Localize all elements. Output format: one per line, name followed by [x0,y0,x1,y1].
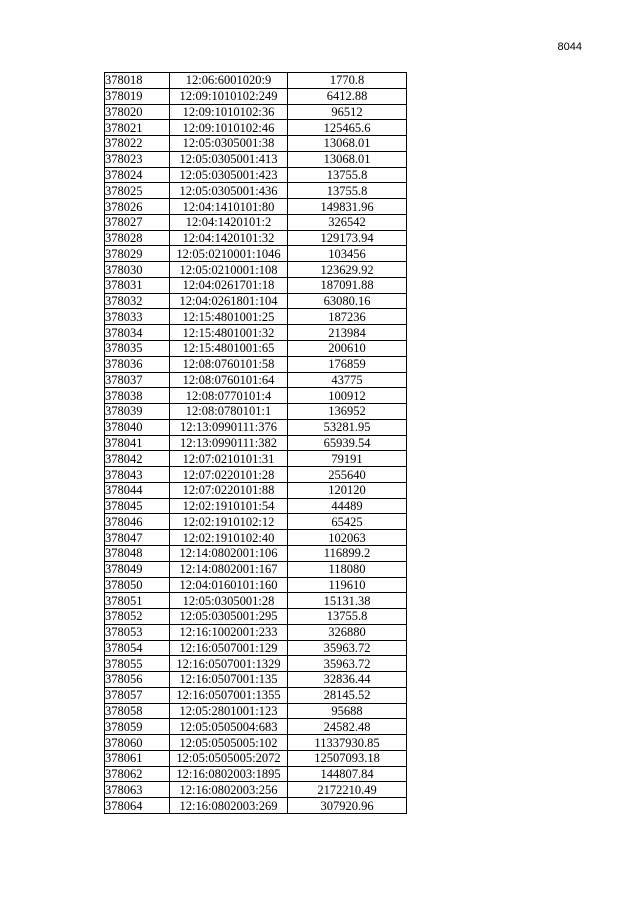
value-cell: 100912 [288,388,407,404]
value-cell: 32836.44 [288,672,407,688]
table-row [105,719,407,735]
cadastral-number-cell: 12:05:0210001:1046 [170,246,288,262]
record-id-cell: 378048 [105,545,170,561]
cadastral-number-cell: 12:05:0305001:436 [170,183,288,199]
cadastral-number-cell: 12:05:0305001:295 [170,609,288,625]
cadastral-number-cell: 12:08:0770101:4 [170,388,288,404]
table-row [105,419,407,435]
record-id-cell: 378049 [105,561,170,577]
value-cell: 79191 [288,451,407,467]
cadastral-number-cell: 12:08:0760101:64 [170,372,288,388]
cadastral-number-cell: 12:16:0507001:1329 [170,656,288,672]
record-id-cell: 378043 [105,467,170,483]
cadastral-number-cell: 12:16:0802003:1895 [170,766,288,782]
cadastral-number-cell: 12:14:0802001:167 [170,561,288,577]
value-cell: 144807.84 [288,766,407,782]
cadastral-number-cell: 12:04:1420101:32 [170,230,288,246]
record-id-cell: 378060 [105,735,170,751]
record-id-cell: 378046 [105,514,170,530]
table-body [105,73,407,814]
table-row [105,593,407,609]
record-id-cell: 378058 [105,703,170,719]
table-row [105,246,407,262]
value-cell: 53281.95 [288,419,407,435]
table-row [105,451,407,467]
table-row [105,766,407,782]
table-row [105,482,407,498]
cadastral-number-cell: 12:05:0210001:108 [170,262,288,278]
page-number: 8044 [557,41,582,53]
cadastral-number-cell: 12:05:0505005:2072 [170,750,288,766]
cadastral-number-cell: 12:07:0220101:88 [170,482,288,498]
record-id-cell: 378040 [105,419,170,435]
table-row [105,356,407,372]
table-row [105,561,407,577]
table-row [105,750,407,766]
table-row [105,151,407,167]
value-cell: 123629.92 [288,262,407,278]
cadastral-number-cell: 12:02:1910102:40 [170,530,288,546]
table-row [105,230,407,246]
value-cell: 200610 [288,341,407,357]
value-cell: 103456 [288,246,407,262]
table-row [105,687,407,703]
record-id-cell: 378047 [105,530,170,546]
value-cell: 44489 [288,498,407,514]
record-id-cell: 378063 [105,782,170,798]
table-row [105,372,407,388]
record-id-cell: 378024 [105,167,170,183]
table-row [105,467,407,483]
value-cell: 35963.72 [288,656,407,672]
cadastral-number-cell: 12:06:6001020:9 [170,73,288,89]
table-row [105,577,407,593]
table-row [105,735,407,751]
value-cell: 13755.8 [288,183,407,199]
cadastral-number-cell: 12:15:4801001:65 [170,341,288,357]
record-id-cell: 378029 [105,246,170,262]
cadastral-number-cell: 12:04:0261701:18 [170,277,288,293]
table-row [105,388,407,404]
table-row [105,435,407,451]
value-cell: 6412.88 [288,88,407,104]
cadastral-number-cell: 12:05:0505004:683 [170,719,288,735]
cadastral-number-cell: 12:15:4801001:32 [170,325,288,341]
table-row [105,672,407,688]
value-cell: 65425 [288,514,407,530]
record-id-cell: 378064 [105,798,170,814]
value-cell: 65939.54 [288,435,407,451]
record-id-cell: 378052 [105,609,170,625]
value-cell: 326880 [288,624,407,640]
value-cell: 15131.38 [288,593,407,609]
record-id-cell: 378026 [105,199,170,215]
record-id-cell: 378020 [105,104,170,120]
record-id-cell: 378036 [105,356,170,372]
cadastral-number-cell: 12:09:1010102:36 [170,104,288,120]
cadastral-number-cell: 12:02:1910101:54 [170,498,288,514]
table-row [105,514,407,530]
records-table [104,72,407,814]
cadastral-number-cell: 12:05:0305001:423 [170,167,288,183]
table-row [105,262,407,278]
record-id-cell: 378061 [105,750,170,766]
record-id-cell: 378031 [105,277,170,293]
table-row [105,640,407,656]
table-row [105,88,407,104]
cadastral-number-cell: 12:04:1420101:2 [170,214,288,230]
value-cell: 12507093.18 [288,750,407,766]
cadastral-number-cell: 12:09:1010102:249 [170,88,288,104]
record-id-cell: 378042 [105,451,170,467]
record-id-cell: 378023 [105,151,170,167]
table-row [105,498,407,514]
value-cell: 118080 [288,561,407,577]
record-id-cell: 378053 [105,624,170,640]
record-id-cell: 378039 [105,404,170,420]
record-id-cell: 378045 [105,498,170,514]
cadastral-number-cell: 12:05:0505005:102 [170,735,288,751]
record-id-cell: 378027 [105,214,170,230]
table-row [105,404,407,420]
value-cell: 129173.94 [288,230,407,246]
table-row [105,214,407,230]
cadastral-number-cell: 12:05:2801001:123 [170,703,288,719]
cadastral-number-cell: 12:02:1910102:12 [170,514,288,530]
record-id-cell: 378051 [105,593,170,609]
record-id-cell: 378038 [105,388,170,404]
table-row [105,798,407,814]
table-row [105,624,407,640]
record-id-cell: 378032 [105,293,170,309]
record-id-cell: 378062 [105,766,170,782]
record-id-cell: 378022 [105,136,170,152]
value-cell: 43775 [288,372,407,388]
cadastral-number-cell: 12:05:0305001:28 [170,593,288,609]
table-row [105,545,407,561]
value-cell: 326542 [288,214,407,230]
cadastral-number-cell: 12:04:0160101:160 [170,577,288,593]
value-cell: 24582.48 [288,719,407,735]
cadastral-number-cell: 12:13:0990111:376 [170,419,288,435]
value-cell: 187091.88 [288,277,407,293]
record-id-cell: 378041 [105,435,170,451]
table-row [105,277,407,293]
cadastral-number-cell: 12:16:0802003:256 [170,782,288,798]
table-row [105,104,407,120]
cadastral-number-cell: 12:13:0990111:382 [170,435,288,451]
value-cell: 2172210.49 [288,782,407,798]
cadastral-number-cell: 12:16:0507001:129 [170,640,288,656]
cadastral-number-cell: 12:09:1010102:46 [170,120,288,136]
table-row [105,656,407,672]
record-id-cell: 378050 [105,577,170,593]
record-id-cell: 378037 [105,372,170,388]
record-id-cell: 378059 [105,719,170,735]
cadastral-number-cell: 12:07:0220101:28 [170,467,288,483]
record-id-cell: 378055 [105,656,170,672]
table-row [105,325,407,341]
table-row [105,120,407,136]
value-cell: 13755.8 [288,167,407,183]
value-cell: 307920.96 [288,798,407,814]
table-row [105,73,407,89]
table-row [105,183,407,199]
cadastral-number-cell: 12:08:0780101:1 [170,404,288,420]
value-cell: 255640 [288,467,407,483]
value-cell: 125465.6 [288,120,407,136]
record-id-cell: 378044 [105,482,170,498]
value-cell: 13755.8 [288,609,407,625]
cadastral-number-cell: 12:05:0305001:38 [170,136,288,152]
value-cell: 187236 [288,309,407,325]
cadastral-number-cell: 12:16:0507001:1355 [170,687,288,703]
value-cell: 149831.96 [288,199,407,215]
value-cell: 1770.8 [288,73,407,89]
value-cell: 35963.72 [288,640,407,656]
table-row [105,293,407,309]
cadastral-number-cell: 12:15:4801001:25 [170,309,288,325]
table-row [105,136,407,152]
value-cell: 13068.01 [288,151,407,167]
cadastral-number-cell: 12:04:1410101:80 [170,199,288,215]
value-cell: 102063 [288,530,407,546]
record-id-cell: 378018 [105,73,170,89]
table-row [105,782,407,798]
record-id-cell: 378030 [105,262,170,278]
cadastral-number-cell: 12:14:0802001:106 [170,545,288,561]
value-cell: 11337930.85 [288,735,407,751]
record-id-cell: 378054 [105,640,170,656]
cadastral-number-cell: 12:16:1002001:233 [170,624,288,640]
cadastral-number-cell: 12:05:0305001:413 [170,151,288,167]
value-cell: 116899.2 [288,545,407,561]
value-cell: 136952 [288,404,407,420]
cadastral-number-cell: 12:08:0760101:58 [170,356,288,372]
value-cell: 176859 [288,356,407,372]
record-id-cell: 378034 [105,325,170,341]
cadastral-number-cell: 12:16:0507001:135 [170,672,288,688]
value-cell: 96512 [288,104,407,120]
record-id-cell: 378019 [105,88,170,104]
record-id-cell: 378056 [105,672,170,688]
cadastral-number-cell: 12:16:0802003:269 [170,798,288,814]
record-id-cell: 378035 [105,341,170,357]
table-row [105,167,407,183]
value-cell: 213984 [288,325,407,341]
value-cell: 95688 [288,703,407,719]
table-row [105,199,407,215]
record-id-cell: 378057 [105,687,170,703]
table-row [105,703,407,719]
value-cell: 120120 [288,482,407,498]
record-id-cell: 378033 [105,309,170,325]
value-cell: 28145.52 [288,687,407,703]
record-id-cell: 378021 [105,120,170,136]
table-row [105,609,407,625]
value-cell: 63080.16 [288,293,407,309]
value-cell: 13068.01 [288,136,407,152]
record-id-cell: 378025 [105,183,170,199]
table-row [105,341,407,357]
table-row [105,530,407,546]
cadastral-number-cell: 12:04:0261801:104 [170,293,288,309]
value-cell: 119610 [288,577,407,593]
table-row [105,309,407,325]
cadastral-number-cell: 12:07:0210101:31 [170,451,288,467]
record-id-cell: 378028 [105,230,170,246]
